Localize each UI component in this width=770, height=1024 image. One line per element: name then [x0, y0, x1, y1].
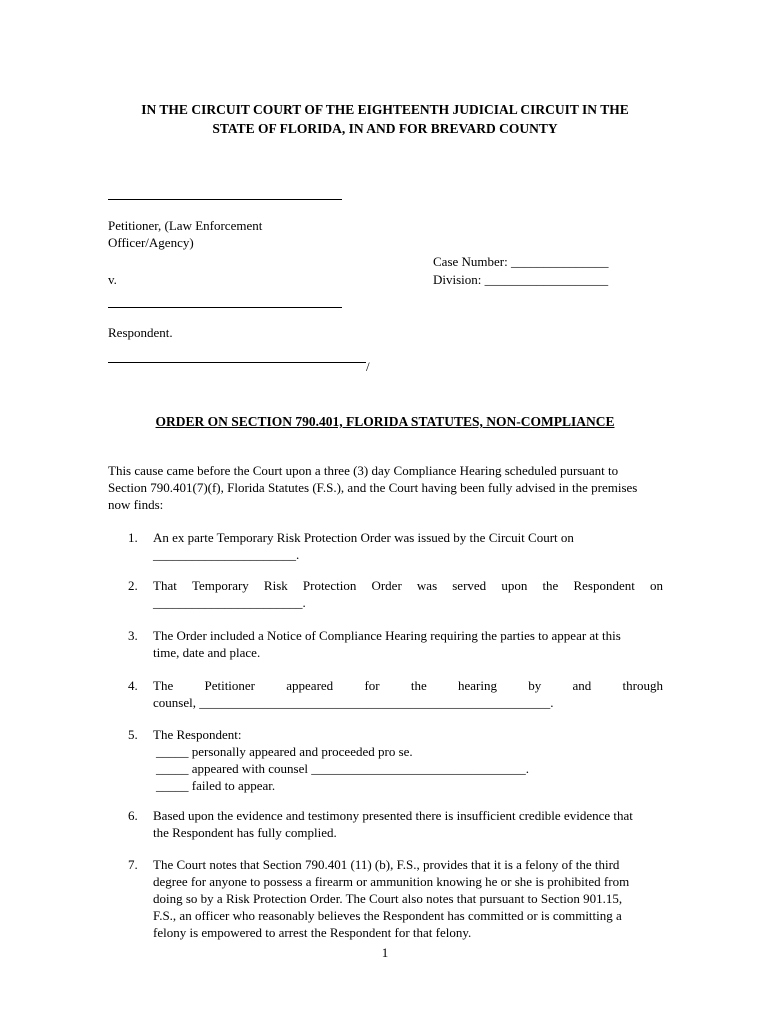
word: upon: [501, 578, 528, 593]
word: The: [153, 678, 174, 693]
word: Risk: [263, 578, 288, 593]
item-number: 7.: [128, 857, 138, 872]
respondent-option-pro-se: _____ personally appeared and proceeded pro se.: [156, 744, 413, 759]
intro-line-1: This cause came before the Court upon a three (3) day Compliance Hearing scheduled pursuant to: [108, 463, 619, 478]
court-header: [100, 100, 670, 138]
item-3-line-2: time, date and place.: [153, 645, 261, 660]
item-7-line-2: degree for anyone to possess a firearm or ammunition knowing he or she is prohibited from: [153, 874, 630, 889]
petitioner-name-line: [108, 199, 342, 200]
word: That: [153, 578, 177, 593]
word: appeared: [286, 678, 334, 693]
finding-item-7: [128, 856, 663, 941]
word: served: [452, 578, 487, 593]
item-number: 2.: [128, 578, 138, 593]
finding-item-1: [128, 529, 663, 563]
word: hearing: [458, 678, 497, 693]
item-7-line-1: The Court notes that Section 790.401 (11) (b), F.S., provides that it is a felony of the third: [153, 857, 620, 872]
finding-item-2: [128, 577, 663, 611]
item-number: 1.: [128, 530, 138, 545]
word: for: [364, 678, 380, 693]
item-6-line-2: the Respondent has fully complied.: [153, 825, 337, 840]
item-7-line-4: F.S., an officer who reasonably believes the Respondent has committed or is committing a: [153, 908, 622, 923]
word: Temporary: [191, 578, 249, 593]
respondent-name-line: [108, 307, 342, 308]
item-2-blank: _______________________.: [153, 595, 306, 610]
case-number-label: Case Number: _______________: [433, 254, 609, 269]
petitioner-label-line-1: Petitioner, (Law Enforcement: [108, 218, 263, 233]
item-number: 6.: [128, 808, 138, 823]
word: Petitioner: [204, 678, 256, 693]
respondent-option-with-counsel: _____ appeared with counsel _________________________________.: [156, 761, 529, 776]
item-number: 3.: [128, 628, 138, 643]
item-7-line-3: doing so by a Risk Protection Order. The Court also notes that pursuant to Section 901.15,: [153, 891, 623, 906]
finding-item-4: [128, 677, 663, 711]
petitioner-label: [108, 217, 262, 251]
page-number: 1: [381, 945, 389, 960]
division-label: Division: ___________________: [433, 272, 609, 287]
word: was: [416, 578, 438, 593]
item-6-line-1: Based upon the evidence and testimony presented there is insufficient credible evidence that: [153, 808, 633, 823]
caption-closing-line: [108, 362, 366, 363]
item-3-line-1: The Order included a Notice of Compliance Hearing requiring the parties to appear at this: [153, 628, 621, 643]
word: the: [542, 578, 559, 593]
intro-line-3: now finds:: [108, 497, 164, 512]
finding-item-6: [128, 807, 663, 841]
finding-item-5: [128, 726, 663, 794]
word: by: [528, 678, 542, 693]
finding-item-3: [128, 627, 663, 661]
word: on: [649, 578, 663, 593]
word: Protection: [302, 578, 357, 593]
item-1-blank: ______________________.: [153, 547, 300, 562]
intro-paragraph: [108, 462, 663, 513]
word: through: [622, 678, 663, 693]
respondent-label: Respondent.: [108, 325, 173, 340]
intro-line-2: Section 790.401(7)(f), Florida Statutes (F.S.), and the Court having been fully advised in the premises: [108, 480, 638, 495]
word: the: [410, 678, 427, 693]
court-header-line-2: STATE OF FLORIDA, IN AND FOR BREVARD COUNTY: [212, 121, 558, 136]
word: Respondent: [573, 578, 635, 593]
item-number: 5.: [128, 727, 138, 742]
court-header-line-1: IN THE CIRCUIT COURT OF THE EIGHTEENTH JUDICIAL CIRCUIT IN THE: [141, 102, 629, 117]
word: Order: [371, 578, 402, 593]
respondent-option-failed-to-appear: _____ failed to appear.: [156, 778, 276, 793]
caption-closing-slash: /: [366, 359, 370, 374]
item-number: 4.: [128, 678, 138, 693]
item-2-line-1: [153, 577, 663, 594]
item-1-line-1: An ex parte Temporary Risk Protection Order was issued by the Circuit Court on: [153, 530, 574, 545]
item-7-line-5: felony is empowered to arrest the Respondent for that felony.: [153, 925, 472, 940]
versus-label: v.: [108, 272, 117, 287]
word: and: [572, 678, 592, 693]
petitioner-label-line-2: Officer/Agency): [108, 235, 194, 250]
order-title: ORDER ON SECTION 790.401, FLORIDA STATUTES, NON-COMPLIANCE: [155, 414, 615, 429]
item-4-counsel-blank: counsel, ______________________________________________________.: [153, 695, 554, 710]
item-4-line-1: [153, 677, 663, 694]
item-5-line-1: The Respondent:: [153, 727, 242, 742]
